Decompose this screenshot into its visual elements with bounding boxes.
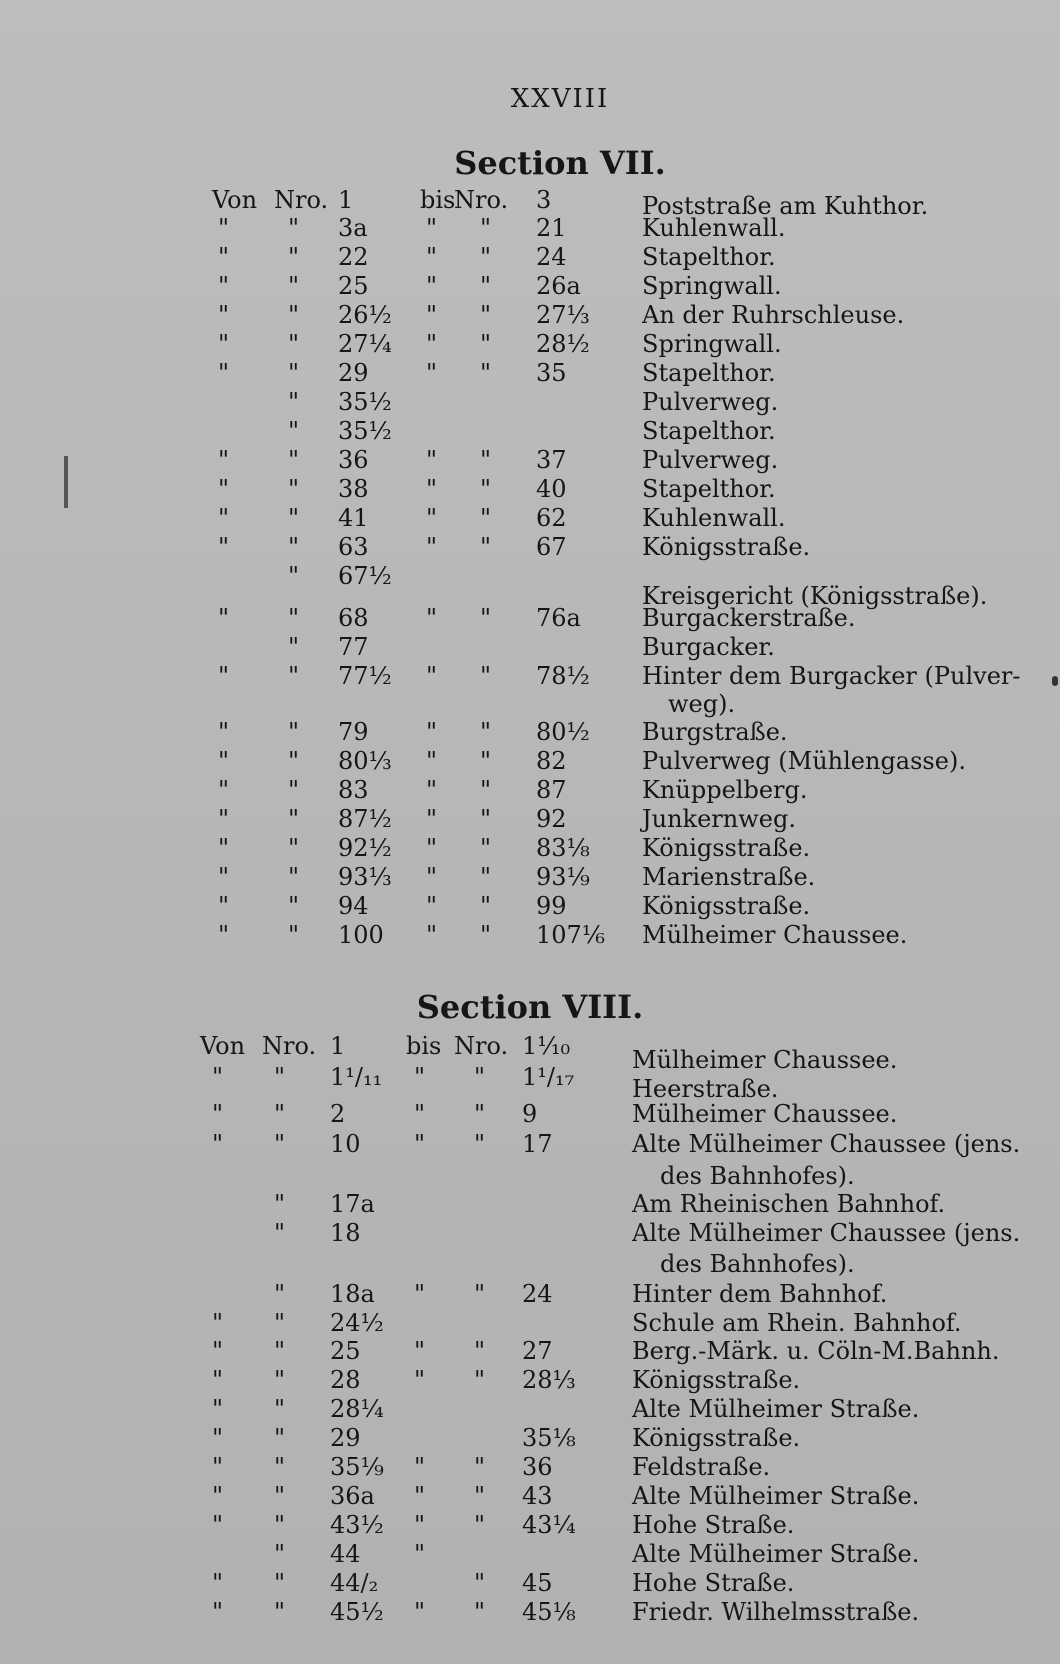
street-name: An der Ruhrschleuse. — [642, 301, 905, 329]
ditto-mark: " — [480, 921, 492, 949]
ditto-mark: " — [218, 863, 230, 891]
number-from: 63 — [338, 533, 369, 561]
ditto-mark: " — [218, 533, 230, 561]
ditto-mark: " — [218, 834, 230, 862]
street-name: Springwall. — [642, 330, 782, 358]
ditto-mark: " — [274, 1219, 286, 1247]
ditto-mark: " — [274, 1569, 286, 1597]
number-from: 77½ — [338, 662, 392, 690]
number-from: 25 — [330, 1337, 361, 1365]
street-name: Kreisgericht (Königsstraße). — [642, 582, 988, 610]
number-to: 21 — [536, 214, 567, 242]
ditto-mark: " — [426, 776, 438, 804]
ditto-mark: " — [480, 533, 492, 561]
number-from: 3a — [338, 214, 368, 242]
number-to: 40 — [536, 475, 567, 503]
street-name: Königsstraße. — [642, 892, 811, 920]
ditto-mark: " — [480, 604, 492, 632]
number-from: 94 — [338, 892, 369, 920]
number-to: 82 — [536, 747, 567, 775]
ditto-mark: " — [288, 633, 300, 661]
ditto-mark: " — [212, 1395, 224, 1423]
street-name: Königsstraße. — [632, 1366, 801, 1394]
number-from: 38 — [338, 475, 369, 503]
number-from: 24½ — [330, 1309, 384, 1337]
number-to: 24 — [522, 1280, 553, 1308]
ditto-mark: " — [212, 1453, 224, 1481]
street-name: Burgacker. — [642, 633, 775, 661]
number-to: 67 — [536, 533, 567, 561]
ditto-mark: " — [288, 359, 300, 387]
street-name: Königsstraße. — [642, 834, 811, 862]
number-from: 68 — [338, 604, 369, 632]
ditto-mark: " — [212, 1337, 224, 1365]
ditto-mark: " — [426, 359, 438, 387]
ditto-mark: " — [218, 747, 230, 775]
ditto-mark: " — [218, 662, 230, 690]
street-name: Mülheimer Chaussee. — [632, 1046, 898, 1074]
ditto-mark: " — [474, 1100, 486, 1128]
ditto-mark: " — [274, 1337, 286, 1365]
ditto-mark: " — [426, 921, 438, 949]
ditto-mark: " — [212, 1598, 224, 1626]
page-number: XXVIII — [510, 84, 610, 114]
street-name: Königsstraße. — [632, 1424, 801, 1452]
ditto-mark: " — [480, 747, 492, 775]
ditto-mark: " — [480, 330, 492, 358]
ditto-mark: " — [474, 1337, 486, 1365]
ditto-mark: " — [414, 1337, 426, 1365]
ditto-mark: " — [218, 446, 230, 474]
ditto-mark: " — [426, 475, 438, 503]
ditto-mark: " — [426, 805, 438, 833]
ditto-mark: " — [414, 1482, 426, 1510]
ditto-mark: " — [426, 301, 438, 329]
number-from: 67½ — [338, 562, 392, 590]
street-continuation: weg). — [668, 690, 736, 718]
street-name: Kuhlenwall. — [642, 214, 786, 242]
street-name: Pulverweg. — [642, 446, 779, 474]
ditto-mark: " — [218, 921, 230, 949]
number-from: 41 — [338, 504, 369, 532]
ditto-mark: " — [480, 446, 492, 474]
street-name: Schule am Rhein. Bahnhof. — [632, 1309, 962, 1337]
number-to: 28⅓ — [522, 1366, 576, 1394]
ditto-mark: " — [218, 301, 230, 329]
number-from: 80⅓ — [338, 747, 392, 775]
number-to: 28½ — [536, 330, 590, 358]
street-name: Mülheimer Chaussee. — [632, 1100, 898, 1128]
number-from: 29 — [330, 1424, 361, 1452]
ditto-mark: " — [218, 243, 230, 271]
ditto-mark: " — [212, 1063, 224, 1091]
number-to: 35 — [536, 359, 567, 387]
ditto-mark: " — [274, 1395, 286, 1423]
street-name: Heerstraße. — [632, 1075, 779, 1103]
number-from: 1 — [330, 1032, 346, 1060]
number-from: 83 — [338, 776, 369, 804]
ditto-mark: " — [474, 1569, 486, 1597]
ditto-mark: " — [480, 504, 492, 532]
ditto-mark: " — [414, 1280, 426, 1308]
ditto-mark: " — [274, 1482, 286, 1510]
number-from: 26½ — [338, 301, 392, 329]
street-name: Stapelthor. — [642, 417, 776, 445]
number-from: 45½ — [330, 1598, 384, 1626]
ditto-mark: " — [474, 1280, 486, 1308]
number-to: 83⅛ — [536, 834, 590, 862]
ditto-mark: " — [414, 1100, 426, 1128]
ditto-mark: " — [212, 1511, 224, 1539]
street-continuation: des Bahnhofes). — [660, 1250, 855, 1278]
street-name: Burgackerstraße. — [642, 604, 856, 632]
ditto-mark: " — [426, 272, 438, 300]
number-to: 107⅙ — [536, 921, 606, 949]
von-label: Von — [200, 1032, 246, 1060]
ditto-mark: " — [212, 1424, 224, 1452]
ditto-mark: " — [288, 533, 300, 561]
street-name: Junkernweg. — [642, 805, 796, 833]
ditto-mark: " — [426, 662, 438, 690]
ditto-mark: " — [274, 1130, 286, 1158]
ditto-mark: " — [426, 718, 438, 746]
ditto-mark: " — [426, 892, 438, 920]
number-from: 93⅓ — [338, 863, 392, 891]
number-from: 77 — [338, 633, 369, 661]
number-to: 80½ — [536, 718, 590, 746]
number-from: 36a — [330, 1482, 375, 1510]
ditto-mark: " — [218, 330, 230, 358]
ditto-mark: " — [212, 1309, 224, 1337]
nro-label: Nro. — [262, 1032, 317, 1060]
ditto-mark: " — [426, 243, 438, 271]
number-to: 26a — [536, 272, 581, 300]
number-from: 44 — [330, 1540, 361, 1568]
ditto-mark: " — [274, 1190, 286, 1218]
ditto-mark: " — [288, 747, 300, 775]
ditto-mark: " — [474, 1130, 486, 1158]
ditto-mark: " — [212, 1482, 224, 1510]
street-name: Pulverweg. — [642, 388, 779, 416]
ditto-mark: " — [414, 1598, 426, 1626]
number-to: 1¹/₁₇ — [522, 1063, 575, 1091]
ditto-mark: " — [274, 1100, 286, 1128]
street-name: Hohe Straße. — [632, 1511, 795, 1539]
ditto-mark: " — [414, 1063, 426, 1091]
bis-label: bis — [420, 186, 456, 214]
ditto-mark: " — [426, 504, 438, 532]
ditto-mark: " — [414, 1453, 426, 1481]
street-name: Kuhlenwall. — [642, 504, 786, 532]
ditto-mark: " — [480, 892, 492, 920]
ditto-mark: " — [218, 475, 230, 503]
ditto-mark: " — [474, 1482, 486, 1510]
ditto-mark: " — [288, 388, 300, 416]
ditto-mark: " — [474, 1453, 486, 1481]
ditto-mark: " — [288, 776, 300, 804]
number-from: 2 — [330, 1100, 346, 1128]
number-to: 35⅛ — [522, 1424, 576, 1452]
ditto-mark: " — [218, 776, 230, 804]
number-from: 79 — [338, 718, 369, 746]
number-from: 35⅑ — [330, 1453, 384, 1481]
number-to: 43 — [522, 1482, 553, 1510]
ditto-mark: " — [480, 359, 492, 387]
street-name: Marienstraße. — [642, 863, 816, 891]
ditto-mark: " — [288, 604, 300, 632]
number-from: 25 — [338, 272, 369, 300]
ditto-mark: " — [288, 301, 300, 329]
number-to: 93⅑ — [536, 863, 590, 891]
street-name: Alte Mülheimer Chaussee (jens. — [632, 1130, 1021, 1158]
number-to: 24 — [536, 243, 567, 271]
number-to: 27 — [522, 1337, 553, 1365]
ditto-mark: " — [212, 1366, 224, 1394]
nro-label: Nro. — [454, 186, 509, 214]
ditto-mark: " — [426, 446, 438, 474]
ditto-mark: " — [480, 805, 492, 833]
ditto-mark: " — [426, 747, 438, 775]
ditto-mark: " — [414, 1366, 426, 1394]
nro-label: Nro. — [274, 186, 329, 214]
number-to: 36 — [522, 1453, 553, 1481]
ditto-mark: " — [288, 834, 300, 862]
number-to: 1⅒ — [522, 1032, 571, 1060]
street-name: Mülheimer Chaussee. — [642, 921, 908, 949]
street-continuation: des Bahnhofes). — [660, 1162, 855, 1190]
ditto-mark: " — [474, 1598, 486, 1626]
street-name: Alte Mülheimer Chaussee (jens. — [632, 1219, 1021, 1247]
ditto-mark: " — [274, 1598, 286, 1626]
ditto-mark: " — [288, 562, 300, 590]
ditto-mark: " — [288, 718, 300, 746]
street-name: Königsstraße. — [642, 533, 811, 561]
number-to: 37 — [536, 446, 567, 474]
street-name: Springwall. — [642, 272, 782, 300]
ditto-mark: " — [414, 1511, 426, 1539]
street-name: Alte Mülheimer Straße. — [632, 1540, 920, 1568]
number-to: 27⅓ — [536, 301, 590, 329]
ditto-mark: " — [218, 718, 230, 746]
street-name: Alte Mülheimer Straße. — [632, 1482, 920, 1510]
margin-mark — [1052, 676, 1058, 686]
ditto-mark: " — [288, 446, 300, 474]
ditto-mark: " — [288, 921, 300, 949]
number-from: 22 — [338, 243, 369, 271]
ditto-mark: " — [212, 1130, 224, 1158]
ditto-mark: " — [218, 359, 230, 387]
street-name: Alte Mülheimer Straße. — [632, 1395, 920, 1423]
ditto-mark: " — [288, 330, 300, 358]
ditto-mark: " — [274, 1063, 286, 1091]
ditto-mark: " — [274, 1309, 286, 1337]
street-name: Berg.-Märk. u. Cöln-M.Bahnh. — [632, 1337, 1000, 1365]
ditto-mark: " — [288, 214, 300, 242]
ditto-mark: " — [474, 1366, 486, 1394]
ditto-mark: " — [288, 272, 300, 300]
number-to: 45 — [522, 1569, 553, 1597]
ditto-mark: " — [426, 604, 438, 632]
number-to: 45⅛ — [522, 1598, 576, 1626]
ditto-mark: " — [480, 214, 492, 242]
ditto-mark: " — [480, 243, 492, 271]
ditto-mark: " — [414, 1130, 426, 1158]
ditto-mark: " — [212, 1100, 224, 1128]
number-from: 10 — [330, 1130, 361, 1158]
margin-mark — [64, 456, 68, 508]
bis-label: bis — [406, 1032, 442, 1060]
nro-label: Nro. — [454, 1032, 509, 1060]
ditto-mark: " — [218, 604, 230, 632]
ditto-mark: " — [426, 533, 438, 561]
ditto-mark: " — [474, 1063, 486, 1091]
ditto-mark: " — [426, 834, 438, 862]
number-from: 35½ — [338, 417, 392, 445]
number-from: 28¼ — [330, 1395, 384, 1423]
street-name: Burgstraße. — [642, 718, 788, 746]
ditto-mark: " — [274, 1280, 286, 1308]
number-from: 18 — [330, 1219, 361, 1247]
street-name: Hohe Straße. — [632, 1569, 795, 1597]
ditto-mark: " — [288, 662, 300, 690]
street-name: Knüppelberg. — [642, 776, 808, 804]
number-from: 44/₂ — [330, 1569, 379, 1597]
number-from: 29 — [338, 359, 369, 387]
number-to: 92 — [536, 805, 567, 833]
ditto-mark: " — [288, 475, 300, 503]
ditto-mark: " — [480, 475, 492, 503]
number-from: 92½ — [338, 834, 392, 862]
number-from: 27¼ — [338, 330, 392, 358]
ditto-mark: " — [274, 1540, 286, 1568]
ditto-mark: " — [480, 718, 492, 746]
street-name: Friedr. Wilhelmsstraße. — [632, 1598, 920, 1626]
ditto-mark: " — [480, 272, 492, 300]
number-to: 78½ — [536, 662, 590, 690]
number-from: 36 — [338, 446, 369, 474]
number-to: 76a — [536, 604, 581, 632]
number-from: 18a — [330, 1280, 375, 1308]
number-to: 9 — [522, 1100, 538, 1128]
number-to: 87 — [536, 776, 567, 804]
street-name: Stapelthor. — [642, 243, 776, 271]
number-from: 28 — [330, 1366, 361, 1394]
ditto-mark: " — [288, 504, 300, 532]
number-to: 43¼ — [522, 1511, 576, 1539]
ditto-mark: " — [218, 272, 230, 300]
number-from: 1 — [338, 186, 354, 214]
ditto-mark: " — [218, 214, 230, 242]
ditto-mark: " — [288, 805, 300, 833]
ditto-mark: " — [274, 1366, 286, 1394]
von-label: Von — [212, 186, 258, 214]
ditto-mark: " — [218, 892, 230, 920]
number-to: 62 — [536, 504, 567, 532]
ditto-mark: " — [426, 330, 438, 358]
ditto-mark: " — [480, 776, 492, 804]
ditto-mark: " — [212, 1569, 224, 1597]
ditto-mark: " — [474, 1511, 486, 1539]
ditto-mark: " — [274, 1424, 286, 1452]
ditto-mark: " — [414, 1540, 426, 1568]
number-from: 1¹/₁₁ — [330, 1063, 383, 1091]
number-to: 17 — [522, 1130, 553, 1158]
number-from: 17a — [330, 1190, 375, 1218]
ditto-mark: " — [288, 863, 300, 891]
section-title: Section VIII. — [416, 988, 644, 1026]
ditto-mark: " — [218, 504, 230, 532]
section-title: Section VII. — [454, 144, 666, 182]
number-to: 99 — [536, 892, 567, 920]
number-from: 43½ — [330, 1511, 384, 1539]
ditto-mark: " — [288, 243, 300, 271]
ditto-mark: " — [480, 834, 492, 862]
ditto-mark: " — [480, 863, 492, 891]
ditto-mark: " — [426, 863, 438, 891]
ditto-mark: " — [274, 1453, 286, 1481]
street-name: Pulverweg (Mühlengasse). — [642, 747, 966, 775]
number-to: 3 — [536, 186, 552, 214]
street-name: Hinter dem Bahnhof. — [632, 1280, 888, 1308]
ditto-mark: " — [480, 301, 492, 329]
ditto-mark: " — [274, 1511, 286, 1539]
ditto-mark: " — [426, 214, 438, 242]
street-name: Stapelthor. — [642, 359, 776, 387]
street-name: Feldstraße. — [632, 1453, 771, 1481]
ditto-mark: " — [288, 417, 300, 445]
street-name: Hinter dem Burgacker (Pulver- — [642, 662, 1021, 690]
number-from: 100 — [338, 921, 384, 949]
ditto-mark: " — [218, 805, 230, 833]
number-from: 87½ — [338, 805, 392, 833]
street-name: Poststraße am Kuhthor. — [642, 192, 929, 220]
street-name: Stapelthor. — [642, 475, 776, 503]
ditto-mark: " — [480, 662, 492, 690]
ditto-mark: " — [288, 892, 300, 920]
street-name: Am Rheinischen Bahnhof. — [632, 1190, 946, 1218]
number-from: 35½ — [338, 388, 392, 416]
